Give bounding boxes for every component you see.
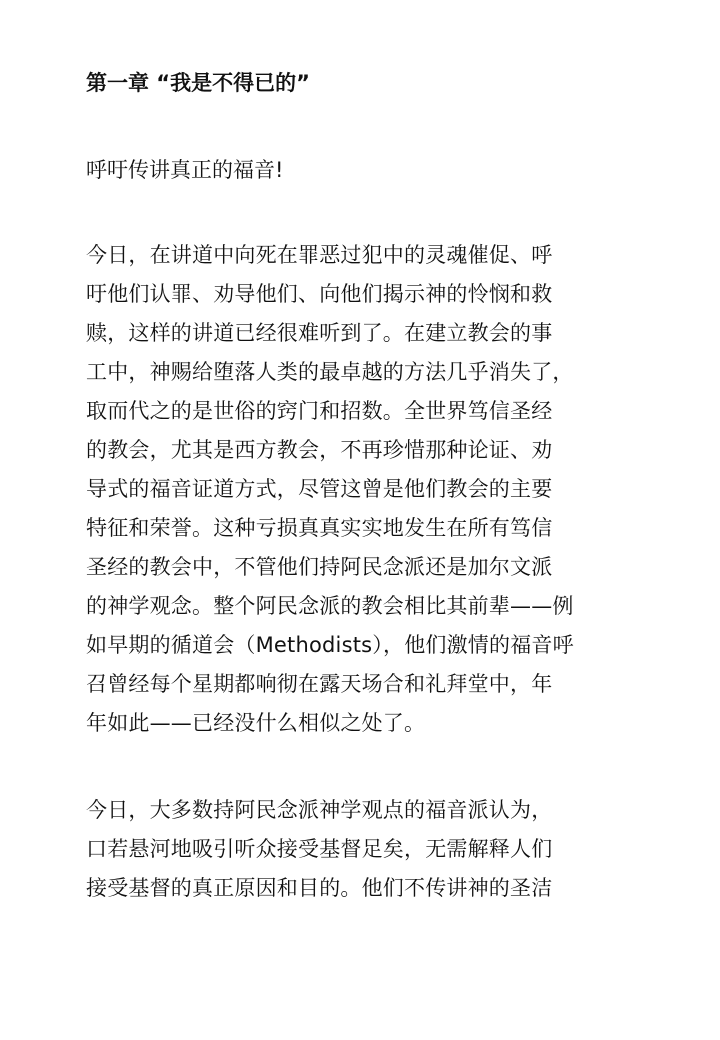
document-page (86, 62, 646, 908)
chapter-title: 第一章 “我是不得已的” (86, 71, 310, 95)
paragraph-line: 今日，在讲道中向死在罪恶过犯中的灵魂催促、呼 (86, 243, 553, 267)
paragraph-line: 口若悬河地吸引听众接受基督足矣，无需解释人们 (86, 837, 553, 861)
paragraph-line: 取而代之的是世俗的窍门和招数。全世界笃信圣经 (86, 399, 553, 423)
paragraph-line: 召曾经每个星期都响彻在露天场合和礼拜堂中，年 (86, 672, 553, 696)
paragraph-line: 如早期的循道会（Methodists），他们激情的福音呼 (86, 633, 574, 657)
paragraph-line: 特征和荣誉。这种亏损真真实实地发生在所有笃信 (86, 516, 553, 540)
paragraph-line: 的教会，尤其是西方教会，不再珍惜那种论证、劝 (86, 438, 553, 462)
paragraph-2 (86, 791, 646, 908)
paragraph-line: 赎，这样的讲道已经很难听到了。在建立教会的事 (86, 321, 553, 345)
paragraph-line: 工中，神赐给堕落人类的最卓越的方法几乎消失了， (86, 360, 574, 384)
section-subtitle: 呼吁传讲真正的福音! (86, 158, 284, 182)
paragraph-line: 年如此——已经没什么相似之处了。 (86, 711, 426, 735)
paragraph-line: 接受基督的真正原因和目的。他们不传讲神的圣洁 (86, 876, 553, 900)
paragraph-1 (86, 236, 646, 743)
paragraph-line: 今日，大多数持阿民念派神学观点的福音派认为， (86, 798, 553, 822)
paragraph-line: 导式的福音证道方式，尽管这曾是他们教会的主要 (86, 477, 553, 501)
paragraph-line: 吁他们认罪、劝导他们、向他们揭示神的怜悯和救 (86, 282, 553, 306)
paragraph-line: 的神学观念。整个阿民念派的教会相比其前辈——例 (86, 594, 574, 618)
paragraph-line: 圣经的教会中，不管他们持阿民念派还是加尔文派 (86, 555, 553, 579)
